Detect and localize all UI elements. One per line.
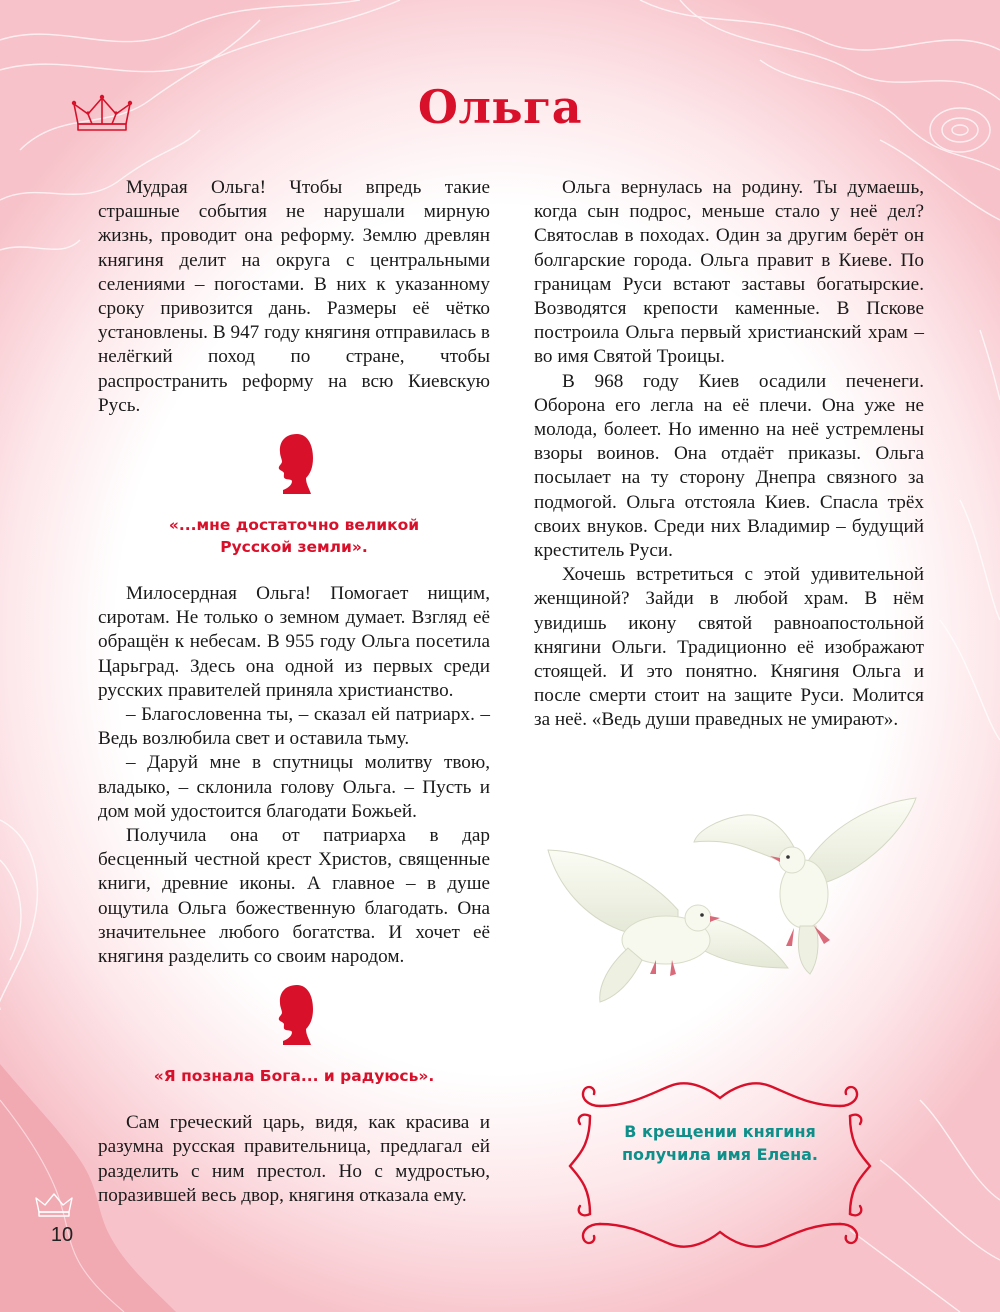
fact-line: В крещении княгиня <box>624 1122 816 1141</box>
corner-wave-decoration <box>0 1040 200 1312</box>
fact-box <box>560 1120 880 1166</box>
paragraph: Хочешь встретиться с этой удивительной женщиной? Зайди в любой храм. В нём увидишь икону святой равноапостольной княгини Ольги. Традиционно её изображают стоящей. И это понятно. Княгиня Ольга и после смерти стоит на защите Руси. Молится за неё. «Ведь души праведных не умирают». <box>534 564 924 731</box>
paragraph: Получила она от патриарха в дар бесценный честной крест Христов, священные книги, древние иконы. А главное – в душе ощутила Ольга божественную благодать. Она значительнее любого богатства. И хочет её княгиня разделить со своим народом. <box>98 825 490 968</box>
fact-line: получила имя Елена. <box>621 1145 819 1164</box>
paragraph: В 968 году Киев осадили печенеги. Оборона его легла на её плечи. Она уже не молода, болеет. Но именно на неё устремлены взоры воинов. Она отдаёт приказы. Ольга посылает на ту сторону Днепра связного за подмогой. Ольга отстояла Киев. Спасла трёх своих внуков. Среди них Владимир – будущий креститель Руси. <box>534 370 924 562</box>
paragraph: Ольга вернулась на родину. Ты думаешь, когда сын подрос, меньше стало у неё дел? Святослав в походах. Один за другим берёт он болгарские города. Ольга правит в Киеве. По границам Руси встают заставы богатырские. Возводятся крепости каменные. В Пскове построила Ольга первый христианский храм – во имя Святой Троицы. <box>534 177 924 368</box>
paragraph: Милосердная Ольга! Помогает нищим, сиротам. Не только о земном думает. Взгляд её обращён к небесам. В 955 году Ольга посетила Царьград. Здесь она одной из первых среди русских правителей приняла христианство. <box>98 583 490 701</box>
dove-left <box>548 850 788 1002</box>
dialogue-line: – Даруй мне в спутницы молитву твою, владыко, – склонила голову Ольга. – Пусть и дом мой удостоится благодати Божьей. <box>98 752 490 822</box>
dialogue-line: – Благословенна ты, – сказал ей патриарх. – Ведь возлюбила свет и оставила тьму. <box>98 704 490 750</box>
woman-silhouette-icon <box>273 983 317 1045</box>
page-number: 10 <box>50 1224 74 1246</box>
right-column <box>534 176 924 733</box>
doves-illustration <box>538 790 922 1030</box>
quote-line: «...мне достаточно великой <box>168 516 420 535</box>
paragraph: Мудрая Ольга! Чтобы впредь такие страшные события не нарушали мирную жизнь, проводит она реформу. Землю древлян княгиня делит на округа с центральными селениями – погостами. В них к указанному сроку привозится дань. Размеры её чётко установлены. В 947 году княгиня отправилась в нелёгкий поход по стране, чтобы распространить реформу на всю Киевскую Русь. <box>98 177 490 416</box>
paragraph: Сам греческий царь, видя, как красива и разумна русская правительница, предлагал ей разделить с ним престол. Но с мудростью, поразившей весь двор, княгиня отказала ему. <box>98 1112 490 1206</box>
quote-line: Русской земли». <box>220 538 368 557</box>
crown-icon <box>34 1192 74 1218</box>
page-title: Ольга <box>417 80 583 134</box>
quote-1 <box>98 514 490 558</box>
quote-line: «Я познала Бога... и радуюсь». <box>153 1067 435 1086</box>
woman-silhouette-icon <box>273 432 317 494</box>
silhouette-divider <box>98 432 490 514</box>
